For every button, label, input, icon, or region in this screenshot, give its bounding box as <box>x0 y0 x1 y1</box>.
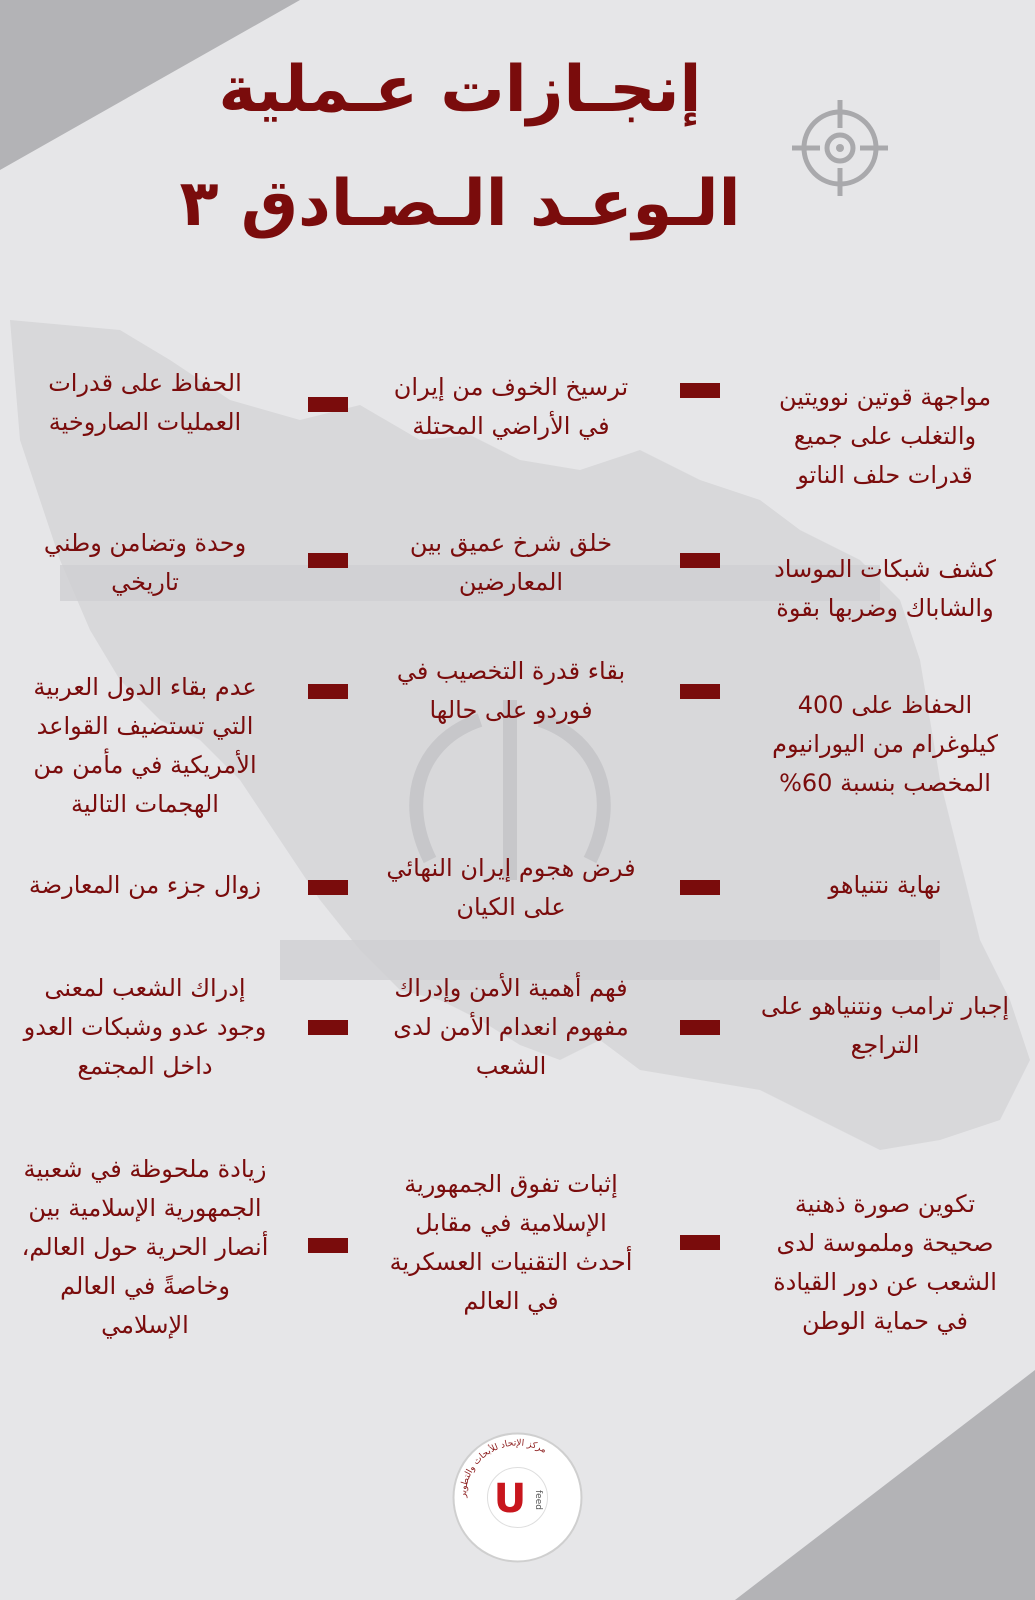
page-title-line2: الـوعـد الـصـادق ٣ <box>179 167 741 241</box>
page-title-line1: إنجـازات عـملية <box>218 53 702 127</box>
logo-side-text: feed <box>533 1490 543 1510</box>
achievement-item: فهم أهمية الأمن وإدراك مفهوم انعدام الأمن لدى الشعب <box>393 974 629 1080</box>
logo-ring-text: مركز الإتحاد للأبحاث والتطوير <box>458 1438 548 1498</box>
dash-separator <box>308 1020 348 1035</box>
achievement-item: تكوين صورة ذهنية صحيحة وملموسة لدى الشعب عن دور القيادة في حماية الوطن <box>773 1189 997 1335</box>
achievement-item: عدم بقاء الدول العربية التي تستضيف القواعد الأمريكية في مأمن من الهجمات التالية <box>33 672 257 818</box>
achievement-item: إجبار ترامب ونتنياهو على التراجع <box>760 992 1010 1059</box>
dash-separator <box>680 1235 720 1250</box>
achievement-item: زوال جزء من المعارضة <box>28 871 262 899</box>
dash-separator <box>680 880 720 895</box>
achievement-item: كشف شبكات الموساد والشاباك وضربها بقوة <box>774 554 996 622</box>
achievement-item: إثبات تفوق الجمهورية الإسلامية في مقابل أحدث التقنيات العسكرية في العالم <box>389 1169 633 1315</box>
dash-separator <box>308 684 348 699</box>
bottom-right-corner-decoration <box>735 1370 1035 1600</box>
dash-separator <box>680 553 720 568</box>
logo-letter: U <box>493 1476 527 1522</box>
dash-separator <box>680 383 720 398</box>
dash-separator <box>308 880 348 895</box>
dash-separator <box>308 397 348 412</box>
achievement-item: مواجهة قوتين نوويتين والتغلب على جميع قدرات حلف الناتو <box>778 382 992 489</box>
achievement-item: الحفاظ على قدرات العمليات الصاروخية <box>48 369 242 436</box>
achievement-item: ترسيخ الخوف من إيران في الأراضي المحتلة <box>393 372 629 440</box>
dash-separator <box>680 1020 720 1035</box>
ufeed-logo <box>450 1430 585 1565</box>
dash-separator <box>680 684 720 699</box>
achievement-item: فرض هجوم إيران النهائي على الكيان <box>386 854 636 921</box>
achievement-item: نهاية نتنياهو <box>828 871 942 899</box>
achievement-item: الحفاظ على 400 كيلوغرام من اليورانيوم المخصب بنسبة 60% <box>772 690 998 797</box>
crosshair-target-icon <box>790 98 890 198</box>
achievement-item: وحدة وتضامن وطني تاريخي <box>43 529 247 596</box>
achievement-item: زيادة ملحوظة في شعبية الجمهورية الإسلامية بين أنصار الحرية حول العالم، وخاصةً في العالم الإسلامي <box>21 1154 269 1339</box>
achievement-item: بقاء قدرة التخصيب في فوردو على حالها <box>396 657 626 724</box>
dash-separator <box>308 553 348 568</box>
achievement-item: إدراك الشعب لمعنى وجود عدو وشبكات العدو داخل المجتمع <box>23 974 267 1080</box>
achievement-item: خلق شرخ عميق بين المعارضين <box>409 529 613 596</box>
dash-separator <box>308 1238 348 1253</box>
